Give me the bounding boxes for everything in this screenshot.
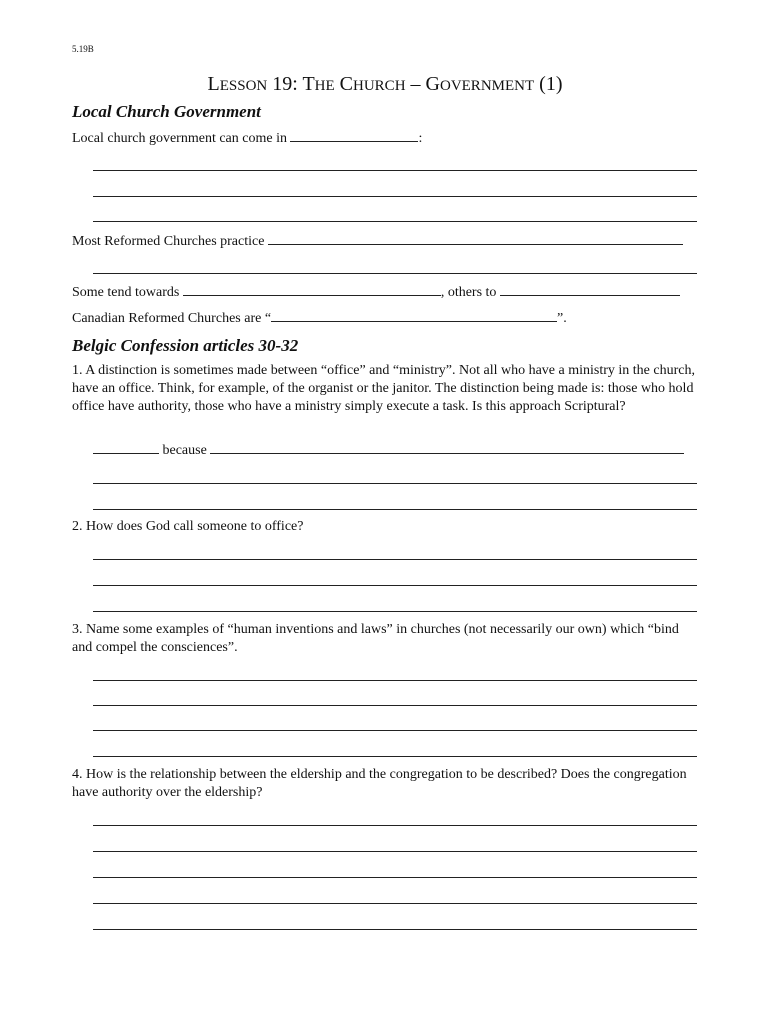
answer-line[interactable] bbox=[93, 611, 697, 612]
answer-line[interactable] bbox=[93, 680, 697, 681]
question-3: 3. Name some examples of “human inventions and laws” in churches (not necessarily our own) which “bind and compel the consciences”. bbox=[72, 622, 679, 655]
answer-line[interactable] bbox=[93, 929, 697, 930]
answer-line[interactable] bbox=[93, 756, 697, 757]
answer-line[interactable] bbox=[93, 851, 697, 852]
question-4: 4. How is the relationship between the eldership and the congregation to be described? Does the congregation have authority over the eldership? bbox=[72, 767, 687, 800]
page-title: LESSON 19: THE CHURCH – GOVERNMENT (1) bbox=[207, 73, 563, 95]
answer-line[interactable] bbox=[93, 170, 697, 171]
blank-line[interactable] bbox=[500, 283, 680, 296]
answer-line[interactable] bbox=[93, 196, 697, 197]
prompt-line-1: Local church government can come in : bbox=[72, 131, 423, 146]
section-heading-local-church-government: Local Church Government bbox=[72, 102, 261, 121]
blank-line[interactable] bbox=[268, 232, 683, 245]
answer-line[interactable] bbox=[93, 559, 697, 560]
answer-line[interactable] bbox=[93, 509, 697, 510]
section-heading-belgic-confession: Belgic Confession articles 30-32 bbox=[72, 336, 299, 355]
prompt-line-4: Canadian Reformed Churches are “ ”. bbox=[72, 311, 567, 326]
question-1: 1. A distinction is sometimes made between “office” and “ministry”. Not all who have a ministry in the church, have an office. Think, for example, of the organist or the janitor. The distinction being made is: those who hold office have authority, those who have a ministry simply execute a task. Is this approach Scriptural? bbox=[72, 363, 695, 414]
page-number: 5.19B bbox=[72, 44, 94, 54]
blank-line[interactable] bbox=[93, 441, 159, 454]
prompt-line-2: Most Reformed Churches practice bbox=[72, 232, 683, 251]
answer-line[interactable] bbox=[93, 273, 697, 274]
blank-line[interactable] bbox=[290, 129, 418, 142]
answer-line[interactable] bbox=[93, 825, 697, 826]
answer-line[interactable] bbox=[93, 705, 697, 706]
answer-line[interactable] bbox=[93, 483, 697, 484]
answer-line[interactable] bbox=[93, 903, 697, 904]
answer-line[interactable] bbox=[93, 585, 697, 586]
blank-line[interactable] bbox=[210, 441, 684, 454]
q1-because-line: because bbox=[93, 441, 684, 460]
blank-line[interactable] bbox=[183, 283, 441, 296]
blank-line[interactable] bbox=[271, 309, 557, 322]
prompt-line-3: Some tend towards , others to bbox=[72, 283, 680, 302]
question-2: 2. How does God call someone to office? bbox=[72, 519, 304, 534]
answer-line[interactable] bbox=[93, 877, 697, 878]
answer-line[interactable] bbox=[93, 730, 697, 731]
answer-line[interactable] bbox=[93, 221, 697, 222]
